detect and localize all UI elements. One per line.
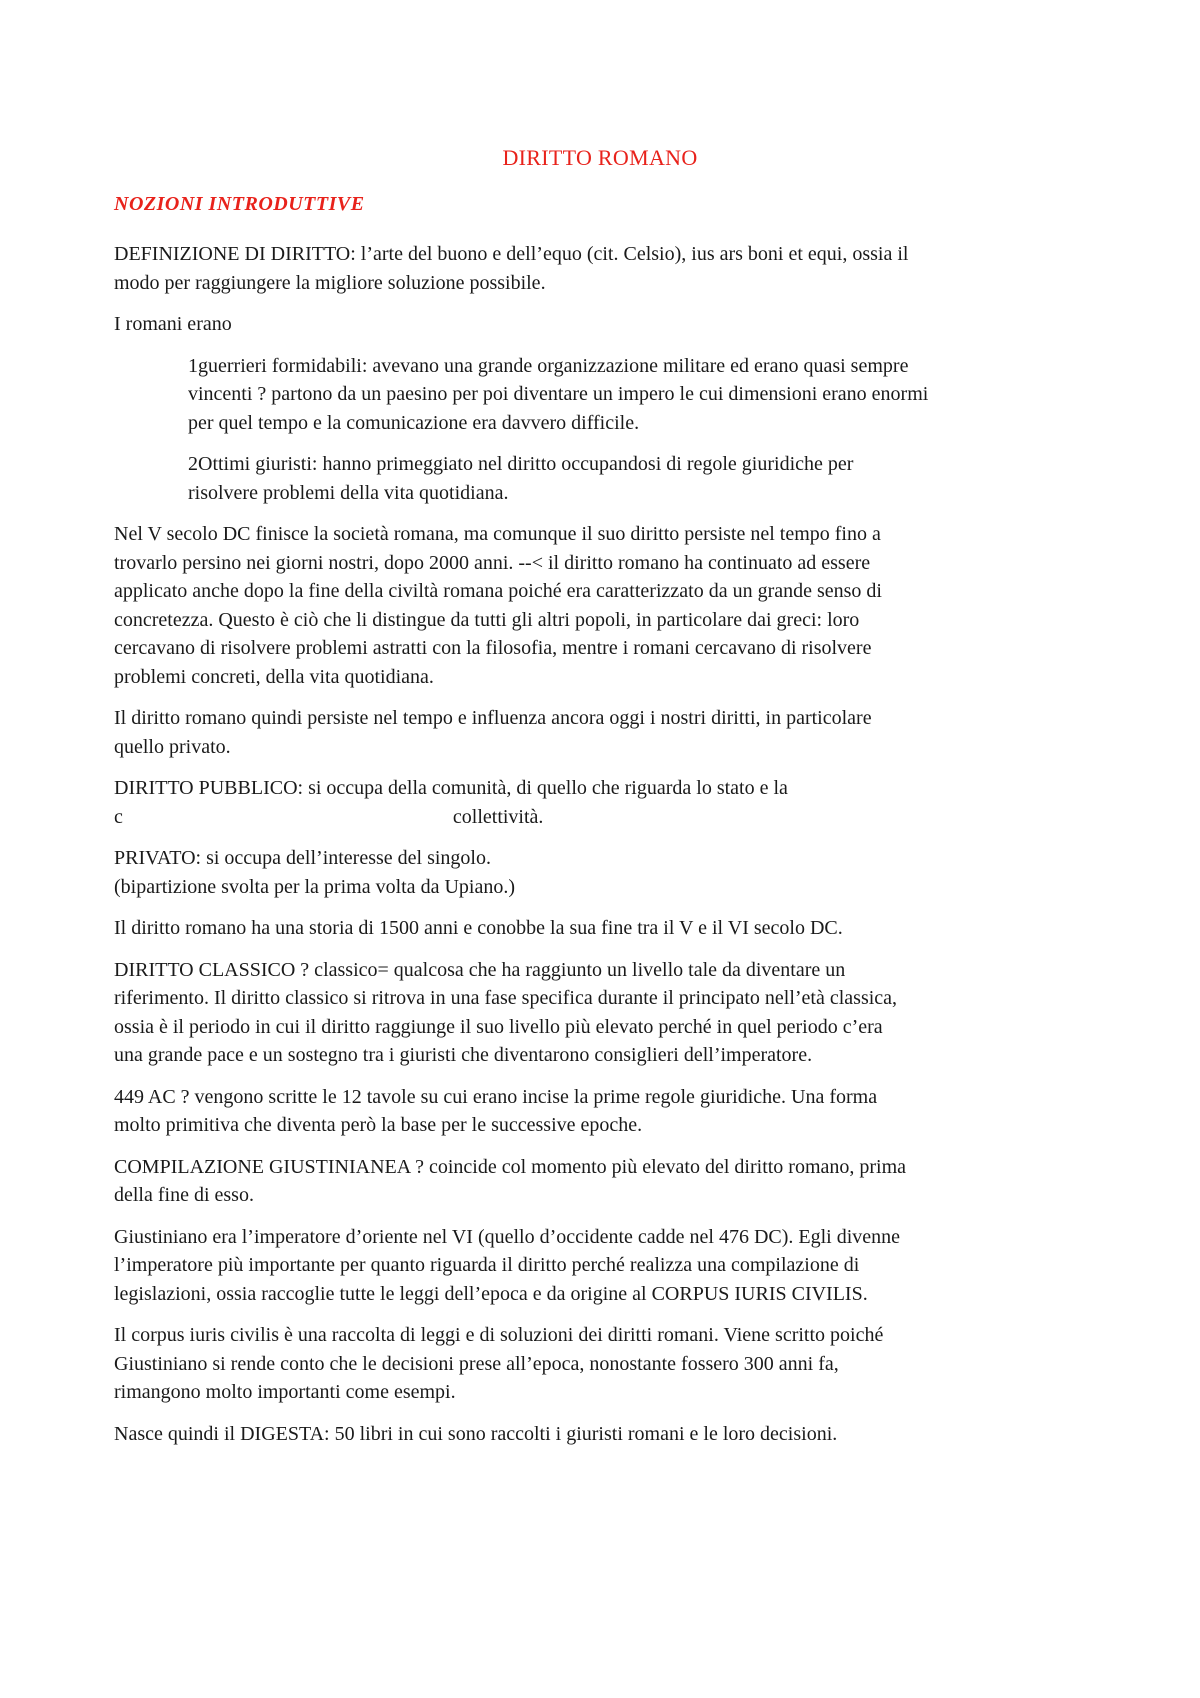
document-body: [114, 240, 1104, 1461]
list-item-guerrieri: 1guerrieri formidabili: avevano una grande organizzazione militare ed erano quasi sempre vincenti ? partono da un paesino per poi diventare un impero le cui dimensioni erano enormi per quel tempo e la comunicazione era davvero difficile.: [188, 354, 929, 434]
paragraph-digesta: Nasce quindi il DIGESTA: 50 libri in cui sono raccolti i giuristi romani e le loro decisioni.: [114, 1422, 838, 1445]
paragraph-privato: PRIVATO: si occupa dell’interesse del singolo. (bipartizione svolta per la prima volta da Upiano.): [114, 847, 515, 898]
paragraph-compilazione: COMPILAZIONE GIUSTINIANEA ? coincide col momento più elevato del diritto romano, prima della fine di esso.: [114, 1155, 907, 1206]
paragraph-giustiniano: Giustiniano era l’imperatore d’oriente nel VI (quello d’occidente cadde nel 476 DC). Egli divenne l’imperatore più importante per quanto riguarda il diritto perché realizza una compilazione di legislazioni, ossia raccoglie tutte le leggi dell’epoca e da origine al CORPUS IURIS CIVILIS.: [114, 1225, 901, 1305]
paragraph-romani-erano: I romani erano: [114, 313, 232, 335]
paragraph-persiste: Il diritto romano quindi persiste nel tempo e influenza ancora oggi i nostri diritti, in particolare quello privato.: [114, 707, 872, 758]
paragraph-definition: DEFINIZIONE DI DIRITTO: l’arte del buono e dell’equo (cit. Celsio), ius ars boni et equi, ossia il modo per raggiungere la migliore soluzione possibile.: [114, 243, 909, 294]
list-item-giuristi: 2Ottimi giuristi: hanno primeggiato nel diritto occupandosi di regole giuridiche per risolvere problemi della vita quotidiana.: [188, 453, 854, 504]
paragraph-diritto-pubblico: DIRITTO PUBBLICO: si occupa della comunità, di quello che riguarda lo stato e la c collettività.: [114, 777, 788, 828]
document-title: DIRITTO ROMANO: [502, 145, 698, 170]
paragraph-v-secolo: Nel V secolo DC finisce la società romana, ma comunque il suo diritto persiste nel tempo fino a trovarlo persino nei giorni nostri, dopo 2000 anni. --< il diritto romano ha continuato ad essere applicato anche dopo la fine della civiltà romana poiché era caratterizzato da un grande senso di concretezza. Questo è ciò che li distingue da tutti gli altri popoli, in particolare dai greci: loro cercavano di risolvere problemi astratti con la filosofia, mentre i romani cercavano di risolvere problemi concreti, della vita quotidiana.: [114, 523, 882, 688]
paragraph-storia: Il diritto romano ha una storia di 1500 anni e conobbe la sua fine tra il V e il VI secolo DC.: [114, 917, 843, 939]
paragraph-449-ac: 449 AC ? vengono scritte le 12 tavole su cui erano incise la prime regole giuridiche. Una forma molto primitiva che diventa però la base per le successive epoche.: [114, 1085, 878, 1136]
paragraph-diritto-classico: DIRITTO CLASSICO ? classico= qualcosa che ha raggiunto un livello tale da diventare un riferimento. Il diritto classico si ritrova in una fase specifica durante il principato nell’età classica, ossia è il periodo in cui il diritto raggiunge il suo livello più elevato perché in quel periodo c’era una grande pace e un sostegno tra i giuristi che diventarono consiglieri dell’imperatore.: [114, 958, 898, 1066]
section-heading: NOZIONI INTRODUTTIVE: [114, 193, 365, 215]
paragraph-corpus: Il corpus iuris civilis è una raccolta di leggi e di soluzioni dei diritti romani. Viene scritto poiché Giustiniano si rende conto che le decisioni prese all’epoca, nonostante fossero 300 anni fa, rimangono molto importanti come esempi.: [114, 1324, 884, 1403]
